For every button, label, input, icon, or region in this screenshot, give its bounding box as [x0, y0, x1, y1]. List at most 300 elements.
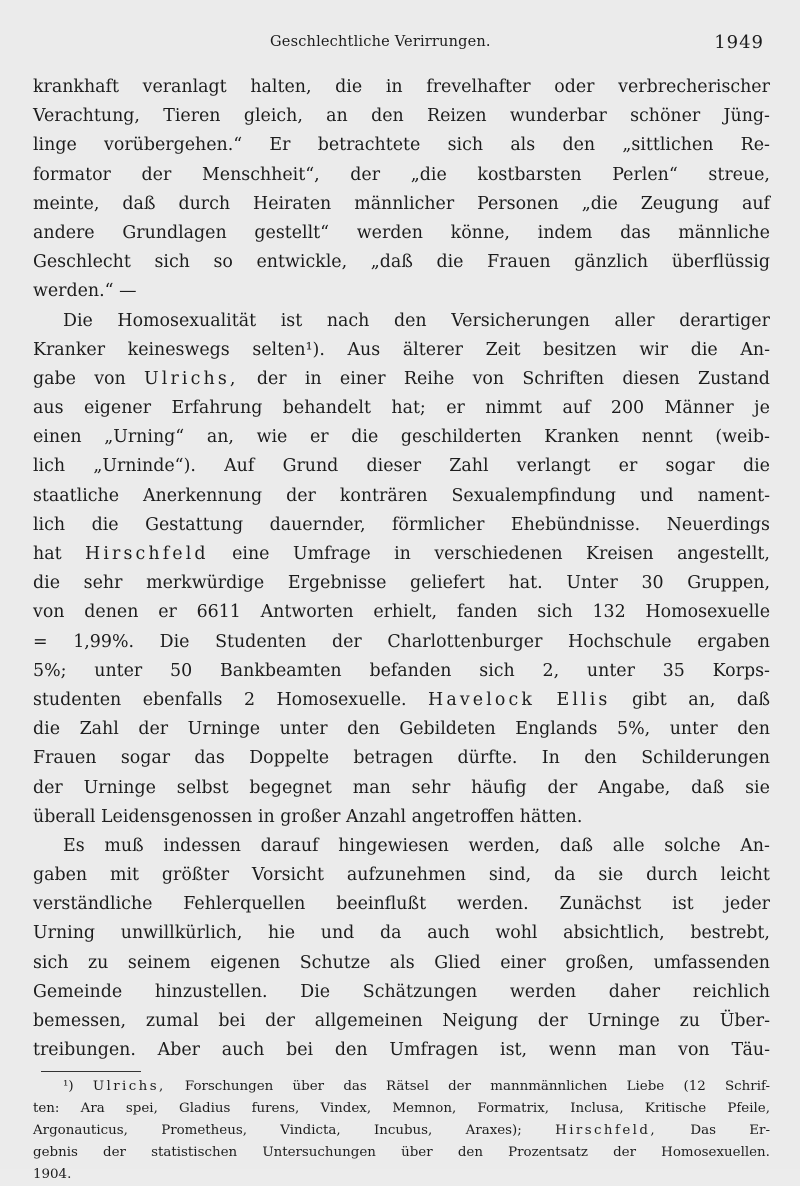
word: sogar — [665, 456, 715, 477]
word: Pfeile, — [727, 1101, 770, 1117]
word: frevelhafter — [426, 77, 531, 97]
word: Tieren — [163, 106, 221, 127]
text-line — [33, 686, 770, 715]
word: keineswegs — [127, 339, 230, 360]
word: betragen — [353, 748, 434, 769]
word: Vorsicht — [251, 865, 325, 886]
word: einen — [33, 427, 82, 448]
word: Die — [159, 631, 190, 652]
word: selbst — [176, 777, 229, 798]
word: geschilderten — [400, 427, 522, 448]
word: werden — [356, 222, 423, 243]
word: da — [380, 923, 402, 944]
word: derartiger — [679, 310, 770, 331]
text-line — [33, 861, 770, 890]
word: streue, — [708, 164, 770, 185]
word: In — [541, 748, 560, 769]
word: besitzen — [543, 339, 617, 360]
word: Angabe, — [598, 777, 671, 798]
word: unter — [669, 719, 718, 740]
word: formator — [33, 164, 111, 185]
word: 30 — [641, 573, 664, 594]
word: die — [335, 77, 363, 97]
word: sie — [745, 777, 770, 798]
word: in — [385, 77, 403, 97]
word: „die — [581, 193, 618, 214]
footnote-line — [33, 1120, 770, 1142]
word: den — [457, 1145, 483, 1161]
word: Inclusa, — [570, 1101, 624, 1117]
word: Heiraten — [253, 193, 332, 214]
word: Neuerdings — [666, 514, 770, 535]
word: Homosexuelle — [645, 602, 770, 623]
word: Homosexuelle. — [276, 689, 407, 710]
word: erhielt, — [373, 602, 438, 623]
word: 5%; — [33, 660, 67, 681]
word: den — [347, 719, 380, 740]
word: den — [737, 719, 770, 740]
word: die — [690, 339, 718, 360]
word: Antworten — [260, 602, 354, 623]
word: Liebe — [626, 1079, 665, 1095]
word: auf — [741, 193, 770, 214]
word: indem — [537, 222, 593, 243]
word: die — [436, 252, 464, 273]
word: Vindex, — [320, 1101, 372, 1117]
word: Perlen“ — [612, 164, 678, 185]
word: Havelock — [428, 689, 536, 710]
word: der — [448, 1079, 472, 1095]
word: oder — [554, 77, 595, 97]
word: Kranken — [544, 427, 620, 448]
word: Urninge — [587, 1011, 660, 1031]
word: „daß — [370, 252, 413, 273]
word: befanden — [369, 660, 452, 681]
word: 2 — [243, 689, 256, 710]
word: zu — [679, 1011, 700, 1031]
word: auch — [427, 923, 470, 944]
text-line — [33, 540, 770, 569]
word: (12 — [683, 1079, 706, 1095]
text-line — [33, 774, 770, 803]
word: Ara — [80, 1101, 105, 1117]
word: Aber — [157, 1040, 200, 1061]
word: nimmt — [485, 398, 543, 419]
word: aller — [614, 310, 655, 331]
word: Grundlagen — [122, 222, 227, 243]
word: Untersuchungen — [262, 1145, 376, 1161]
word: behandelt — [282, 398, 371, 419]
page-number: 1949 — [714, 32, 764, 53]
word: leicht — [720, 865, 770, 886]
word: der — [138, 719, 169, 740]
word: der — [33, 777, 63, 798]
word: jeder — [724, 894, 770, 915]
word: 50 — [170, 660, 193, 681]
word: „sittlichen — [622, 135, 714, 156]
word: Reihe — [403, 368, 455, 389]
word: nach — [326, 310, 370, 331]
word: meinte, — [33, 193, 100, 214]
word: Homosexualität — [117, 310, 257, 331]
word: Schriften — [522, 368, 605, 389]
word: lich — [33, 514, 66, 535]
word: Frauen — [487, 252, 551, 273]
word: Araxes); — [465, 1123, 522, 1139]
word: über — [292, 1079, 325, 1095]
word: hie — [268, 923, 296, 944]
word: solche — [664, 835, 721, 856]
word: er — [310, 427, 329, 448]
text-line — [33, 131, 770, 160]
word: häufig — [471, 777, 527, 798]
word: Ergebnisse — [287, 573, 387, 594]
word: Jüng- — [723, 106, 770, 127]
word: er — [158, 602, 177, 623]
text-line — [33, 482, 770, 511]
word: verbrecherischer — [618, 77, 770, 97]
word: umfassenden — [653, 952, 770, 973]
word: der — [613, 1145, 636, 1161]
word: entwickle, — [256, 252, 348, 273]
word: Ulrichs, — [92, 1079, 166, 1095]
word: sind, — [488, 865, 532, 886]
word: Die — [300, 981, 331, 1002]
word: (weib- — [715, 427, 770, 448]
running-title: Geschlechtliche Verirrungen. — [270, 34, 491, 50]
word: an, — [688, 689, 716, 710]
word: Er- — [749, 1123, 770, 1139]
word: Re- — [740, 135, 770, 156]
word: Versicherungen — [451, 310, 590, 331]
word: überflüssig — [671, 252, 770, 273]
word: Englands — [515, 719, 598, 740]
word: überall — [33, 806, 96, 827]
text-line — [33, 657, 770, 686]
word: Studenten — [215, 631, 307, 652]
footnote-line — [33, 1142, 770, 1164]
word: krankhaft — [33, 77, 119, 97]
word: größter — [161, 865, 230, 886]
word: Das — [690, 1123, 716, 1139]
word: merkwürdige — [146, 573, 265, 594]
word: Ehebündnisse. — [510, 514, 641, 535]
word: ten: — [33, 1101, 60, 1117]
word: verlangt — [516, 456, 591, 477]
word: Rätsel — [386, 1079, 429, 1095]
word: geliefert — [410, 573, 485, 594]
word: dieser — [366, 456, 422, 477]
word: man — [618, 1040, 657, 1061]
word: „die — [410, 164, 447, 185]
word: studenten — [33, 689, 122, 710]
word: seinem — [127, 952, 191, 973]
word: daß — [736, 689, 770, 710]
word: von — [678, 1040, 710, 1061]
word: mannmännlichen — [490, 1079, 608, 1095]
word: wenn — [548, 1040, 597, 1061]
word: Es — [63, 835, 85, 856]
word: den — [584, 748, 617, 769]
word: begegnet — [249, 777, 332, 798]
word: der — [141, 164, 172, 185]
word: Kritische — [644, 1101, 707, 1117]
word: Ellis — [556, 689, 611, 710]
word: den — [371, 106, 404, 127]
word: der — [537, 1011, 568, 1031]
word: Unter — [566, 573, 618, 594]
word: wohl — [495, 923, 538, 944]
word: unter — [94, 660, 143, 681]
word: Urning — [33, 923, 96, 944]
word: dauernder, — [269, 514, 366, 535]
word: darauf — [260, 835, 319, 856]
word: und — [640, 485, 674, 506]
word: Zeugung — [640, 193, 719, 214]
text-line — [33, 365, 770, 394]
word: Grund — [282, 456, 339, 477]
text-line — [33, 511, 770, 540]
word: indessen — [163, 835, 241, 856]
text-line — [33, 219, 770, 248]
word: Sexualempfindung — [451, 485, 617, 506]
running-head — [33, 30, 770, 64]
word: hingewiesen — [338, 835, 449, 856]
text-line — [33, 803, 770, 832]
word: Zustand — [698, 368, 770, 389]
word: von — [33, 602, 65, 623]
word: kostbarsten — [477, 164, 582, 185]
word: aufzunehmen — [346, 865, 466, 886]
word: muß — [104, 835, 144, 856]
word: der — [331, 631, 362, 652]
word: den — [393, 310, 427, 331]
word: ergaben — [697, 631, 770, 652]
word: Personen — [477, 193, 559, 214]
word: Verachtung, — [33, 106, 140, 127]
word: er — [446, 398, 465, 419]
word: an — [326, 106, 348, 127]
word: 132 — [592, 602, 626, 623]
word: von — [472, 368, 505, 389]
word: werden, — [468, 835, 541, 856]
word: gaben — [33, 865, 88, 886]
word: fanden — [456, 602, 518, 623]
word: allgemeinen — [314, 1011, 423, 1031]
word: Schätzungen — [362, 981, 478, 1002]
word: Zunächst — [559, 894, 642, 915]
word: konträren — [339, 485, 428, 506]
word: eigener — [83, 398, 152, 419]
word: durch — [646, 865, 698, 886]
word: den — [562, 135, 596, 156]
word: Schutze — [299, 952, 371, 973]
word: die — [33, 573, 60, 594]
word: schöner — [630, 106, 701, 127]
word: in — [257, 806, 275, 827]
word: werden — [509, 981, 577, 1002]
word: gleich, — [243, 106, 303, 127]
text-line — [33, 598, 770, 627]
word: Über- — [719, 1011, 770, 1031]
word: zumal — [145, 1011, 199, 1031]
word: Anzahl — [345, 806, 407, 827]
word: Reizen — [427, 106, 487, 127]
word: Er — [269, 135, 291, 156]
word: treibungen. — [33, 1040, 136, 1061]
word: staatliche — [33, 485, 119, 506]
word: Fehlerquellen — [183, 894, 306, 915]
word: in — [394, 544, 411, 564]
word: man — [352, 777, 391, 798]
word: über — [401, 1145, 433, 1161]
word: Korps- — [712, 660, 770, 681]
word: 5%, — [617, 719, 651, 740]
word: Kreisen — [586, 544, 654, 564]
word: angestellt, — [677, 544, 770, 564]
word: Incubus, — [373, 1123, 433, 1139]
word: sehr — [411, 777, 451, 798]
word: 2, — [542, 660, 560, 681]
footnote-line — [33, 1076, 770, 1098]
word: Täu- — [731, 1040, 770, 1061]
word: dürfte. — [457, 748, 518, 769]
word: alle — [612, 835, 645, 856]
text-line — [33, 73, 770, 102]
word: das — [620, 222, 651, 243]
word: Urninge — [187, 719, 261, 740]
word: „Urninde“). — [93, 456, 196, 477]
word: lich — [33, 456, 66, 477]
text-line — [33, 832, 770, 861]
word: Prozentsatz — [508, 1145, 588, 1161]
word: die — [91, 514, 119, 535]
word: denen — [84, 602, 139, 623]
word: sich — [537, 602, 573, 623]
text-line — [33, 715, 770, 744]
word: „Urning“ — [104, 427, 185, 448]
word: Doppelte — [249, 748, 330, 769]
text-line — [33, 569, 770, 598]
word: Ulrichs, — [144, 368, 239, 389]
word: durch — [178, 193, 231, 214]
word: so — [213, 252, 233, 273]
word: die — [351, 427, 379, 448]
word: der — [265, 1011, 295, 1031]
word: ist — [280, 310, 303, 331]
word: die — [742, 456, 770, 477]
text-line — [33, 628, 770, 657]
word: gestellt“ — [254, 222, 330, 243]
word: ¹) — [63, 1079, 74, 1095]
text-line — [33, 161, 770, 190]
word: einer — [500, 952, 546, 973]
text-line — [33, 102, 770, 131]
word: unwillkürlich, — [120, 923, 243, 944]
word: daß — [122, 193, 156, 214]
word: Hirschfeld, — [555, 1123, 658, 1139]
word: statistischen — [151, 1145, 238, 1161]
word: ebenfalls — [142, 689, 223, 710]
word: 1904. — [33, 1167, 72, 1183]
word: bei — [218, 1011, 246, 1031]
word: Schilderungen — [641, 748, 770, 769]
word: diesen — [622, 368, 680, 389]
word: wir — [639, 339, 669, 360]
word: der — [286, 485, 316, 506]
word: die — [33, 719, 60, 740]
word: Kranker — [33, 339, 106, 360]
word: Zahl — [79, 719, 119, 740]
word: Hirschfeld — [85, 544, 209, 564]
word: Bankbeamten — [219, 660, 342, 681]
word: Charlottenburger — [387, 631, 543, 652]
word: älterer — [402, 339, 463, 360]
word: Neigung — [442, 1011, 519, 1031]
word: der — [103, 1145, 126, 1161]
word: 200 — [610, 398, 645, 419]
word: Glied — [434, 952, 481, 973]
word: Erfahrung — [171, 398, 263, 419]
word: Umfrage — [292, 544, 371, 564]
word: der — [256, 368, 287, 389]
word: 6611 — [196, 602, 241, 623]
word: furens, — [251, 1101, 300, 1117]
word: unter — [279, 719, 328, 740]
text-line — [33, 919, 770, 948]
word: angetroffen — [411, 806, 515, 827]
text-line — [33, 978, 770, 1007]
word: wie — [256, 427, 288, 448]
word: An- — [740, 835, 770, 856]
word: betrachtete — [317, 135, 421, 156]
word: förmlicher — [392, 514, 485, 535]
word: hätten. — [519, 806, 583, 827]
word: Gemeinde — [33, 981, 123, 1002]
text-line — [33, 423, 770, 452]
word: zu — [87, 952, 109, 973]
word: veranlagt — [142, 77, 227, 97]
word: an, — [206, 427, 234, 448]
word: sogar — [120, 748, 171, 769]
word: der — [350, 164, 381, 185]
text-line — [33, 277, 770, 306]
text-line — [33, 744, 770, 773]
word: als — [510, 135, 536, 156]
word: auf — [562, 398, 591, 419]
word: männliche — [678, 222, 770, 243]
word: sich — [33, 952, 69, 973]
word: Gestattung — [145, 514, 244, 535]
body-text — [33, 73, 770, 1065]
word: Argonauticus, — [33, 1123, 128, 1139]
word: Frauen — [33, 748, 97, 769]
word: selten¹). — [252, 339, 325, 360]
word: — — [119, 281, 137, 302]
word: Urninge — [83, 777, 156, 798]
word: Die — [63, 310, 93, 331]
word: beeinflußt — [336, 894, 427, 915]
footnote-line — [33, 1098, 770, 1120]
word: daß — [691, 777, 725, 798]
word: verständliche — [33, 894, 153, 915]
word: sich — [447, 135, 484, 156]
text-line — [33, 190, 770, 219]
word: Auf — [224, 456, 255, 477]
word: gabe — [33, 368, 76, 389]
text-line — [33, 890, 770, 919]
word: Anerkennung — [142, 485, 263, 506]
